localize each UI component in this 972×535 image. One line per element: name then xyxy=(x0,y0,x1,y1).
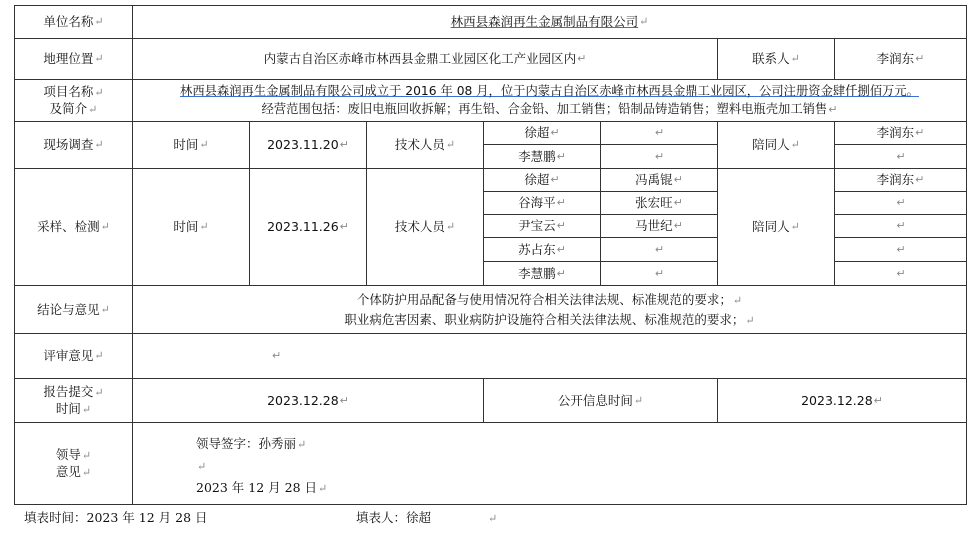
row-line xyxy=(14,504,967,505)
sampling-tech-label: 技术人员 ↵ xyxy=(394,219,456,234)
sampling-tech-name: 苏占东 ↵ xyxy=(518,241,566,257)
review-value: ↵ xyxy=(272,349,282,362)
filler: 填表人：徐超 ↵ xyxy=(356,510,498,525)
unit-label: 单位名称 ↵ xyxy=(43,14,104,29)
project-description: 林西县森润再生金属制品有限公司成立于 2016 年 08 月，位于内蒙古自治区赤峰市林西县金鼎工业园区，公司注册资金肆仟捌佰万元。 经营范围包括：废旧电瓶回收拆解；再生铅、合金铅、加工销售；铅制品铸造销售；塑料电瓶壳加工销售↵ xyxy=(180,84,919,116)
sampling-tech-name: 徐超 ↵ xyxy=(524,172,560,187)
survey-time-label: 时间 ↵ xyxy=(173,137,209,152)
sampling-companion-label: 陪同人 ↵ xyxy=(752,219,800,234)
sampling-companion-name: 李润东 ↵ xyxy=(876,172,925,187)
sampling-tech-name: ↵ xyxy=(654,266,665,280)
sampling-companion-name: ↵ xyxy=(896,242,906,256)
sampling-tech-name: 冯禹锟 ↵ xyxy=(635,172,683,187)
survey-companion-label: 陪同人 ↵ xyxy=(752,137,800,152)
col-line xyxy=(966,5,967,505)
survey-time-value: 2023.11.20 ↵ xyxy=(267,137,349,152)
leader-opinion: 领导签字：孙秀丽↵ ↵ 2023 年 12 月 28 日↵ xyxy=(196,436,328,495)
contact-label: 联系人 ↵ xyxy=(752,51,800,66)
sampling-tech-name: 李慧鹏 ↵ xyxy=(518,265,566,281)
report-label: 报告提交↵ 时间↵ xyxy=(43,383,104,416)
survey-tech-name: 徐超 ↵ xyxy=(524,125,560,140)
conclusion-label: 结论与意见 ↵ xyxy=(37,301,110,317)
sampling-companion-name: ↵ xyxy=(896,196,906,209)
survey-tech-name: 李慧鹏 ↵ xyxy=(518,148,566,164)
sampling-tech-name: 张宏旺 ↵ xyxy=(635,195,683,210)
survey-tech-label: 技术人员 ↵ xyxy=(394,137,456,152)
location-label: 地理位置 ↵ xyxy=(43,51,104,66)
sampling-companion-name: ↵ xyxy=(896,219,906,232)
sampling-companion-name: ↵ xyxy=(896,266,906,280)
sampling-tech-name: 尹宝云 ↵ xyxy=(518,218,566,233)
contact-value: 李润东 ↵ xyxy=(876,51,925,66)
sampling-tech-name: 马世纪 ↵ xyxy=(635,218,683,233)
row-line xyxy=(14,422,967,423)
survey-companion-name: 李润东 ↵ xyxy=(876,125,925,140)
sampling-time-value: 2023.11.26 ↵ xyxy=(267,219,349,234)
fill-time: 填表时间：2023 年 12 月 28 日 xyxy=(24,510,208,525)
leader-label: 领导↵ 意见↵ xyxy=(55,446,92,479)
location-value: 内蒙古自治区赤峰市林西县金鼎工业园区化工产业园区内 ↵ xyxy=(263,51,587,66)
sampling-tech-name: 谷海平 ↵ xyxy=(518,195,566,210)
survey-label: 现场调查 ↵ xyxy=(43,137,104,152)
sampling-time-label: 时间 ↵ xyxy=(173,219,209,234)
report-submit-date: 2023.12.28 ↵ xyxy=(267,392,349,408)
sampling-tech-name: ↵ xyxy=(654,242,665,256)
survey-tech-name: ↵ xyxy=(654,126,665,139)
survey-companion-name: ↵ xyxy=(896,149,906,163)
conclusion-text: 个体防护用品配备与使用情况符合相关法律法规、标准规范的要求；↵ 职业病危害因素、职业病防护设施符合相关法律法规、标准规范的要求；↵ xyxy=(344,291,755,327)
survey-tech-name: ↵ xyxy=(654,149,665,163)
review-label: 评审意见 ↵ xyxy=(43,348,104,363)
sampling-label: 采样、检测 ↵ xyxy=(37,219,110,234)
public-info-label: 公开信息时间 ↵ xyxy=(557,392,644,408)
unit-value: 林西县森润再生金属制品有限公司 ↵ xyxy=(450,14,649,29)
public-info-date: 2023.12.28 ↵ xyxy=(801,392,883,408)
project-label: 项目名称↵ 及简介↵ xyxy=(43,83,104,116)
info-table xyxy=(14,5,967,505)
